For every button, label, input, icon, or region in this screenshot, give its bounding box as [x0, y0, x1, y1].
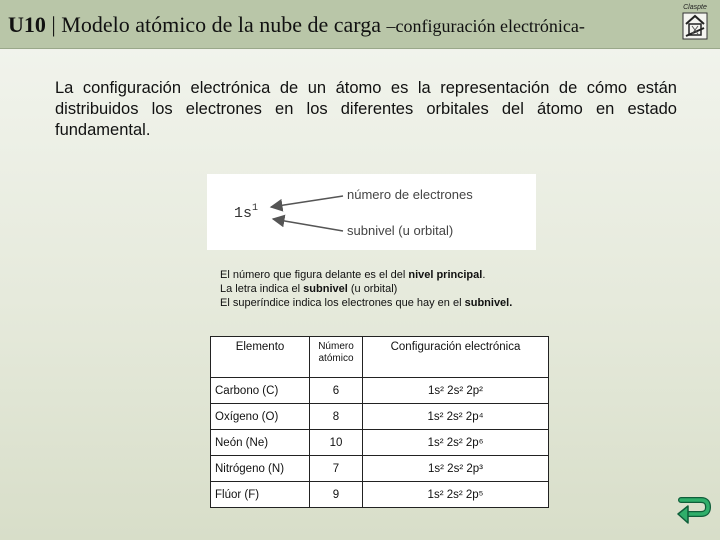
cell-element: Oxígeno (O) [211, 404, 310, 430]
cell-element: Nitrógeno (N) [211, 456, 310, 482]
header-atomic-number: Número atómico [310, 337, 363, 378]
table-row [211, 430, 549, 456]
cell-element: Carbono (C) [211, 378, 310, 404]
header-element: Elemento [211, 337, 310, 378]
cell-element: Flúor (F) [211, 482, 310, 508]
title-subtitle: –configuración electrónica- [386, 16, 585, 36]
unit-label: U10 [8, 12, 46, 37]
logo-brand: Claspte [683, 4, 707, 11]
return-arrow-icon[interactable] [673, 492, 711, 530]
notation-diagram [207, 174, 536, 250]
notes-block [220, 268, 560, 310]
cell-configuration: 1s² 2s² 2p⁴ [363, 404, 549, 430]
label-electron-count: número de electrones [347, 187, 473, 202]
cell-atomic-number: 6 [310, 378, 363, 404]
notation-superscript: 1 [252, 203, 259, 214]
note-superscript: El superíndice indica los electrones que hay en el subnivel. [220, 297, 513, 309]
cell-atomic-number: 10 [310, 430, 363, 456]
header-configuration: Configuración electrónica [363, 337, 549, 378]
table-header-row [211, 337, 549, 378]
house-logo-graphic [680, 12, 710, 40]
note-principal-level: El número que figura delante es el del nivel principal. [220, 269, 486, 281]
cell-atomic-number: 9 [310, 482, 363, 508]
cell-configuration: 1s² 2s² 2p² [363, 378, 549, 404]
header-bar [0, 0, 720, 49]
arrow-to-superscript [271, 196, 343, 207]
notation-base: 1s [234, 205, 253, 222]
label-subshell: subnivel (u orbital) [347, 223, 454, 238]
cell-element: Neón (Ne) [211, 430, 310, 456]
arrow-to-orbital [273, 219, 343, 231]
page-title [8, 12, 585, 38]
table-row [211, 456, 549, 482]
cell-configuration: 1s² 2s² 2p⁶ [363, 430, 549, 456]
title-separator: | [45, 12, 62, 37]
table-row [211, 378, 549, 404]
configuration-table [210, 336, 549, 508]
house-logo-icon [680, 3, 710, 41]
cell-atomic-number: 7 [310, 456, 363, 482]
table-row [211, 482, 549, 508]
svg-text:1s1 [234, 203, 258, 222]
cell-configuration: 1s² 2s² 2p³ [363, 456, 549, 482]
cell-configuration: 1s² 2s² 2p⁵ [363, 482, 549, 508]
table-row [211, 404, 549, 430]
cell-atomic-number: 8 [310, 404, 363, 430]
title-text: Modelo atómico de la nube de carga [61, 12, 387, 37]
note-subshell: La letra indica el subnivel (u orbital) [220, 283, 398, 295]
intro-paragraph: La configuración electrónica de un átomo es la representación de cómo están distribuidos los electrones en los diferentes orbitales del átomo en estado fundamental. [55, 79, 677, 139]
